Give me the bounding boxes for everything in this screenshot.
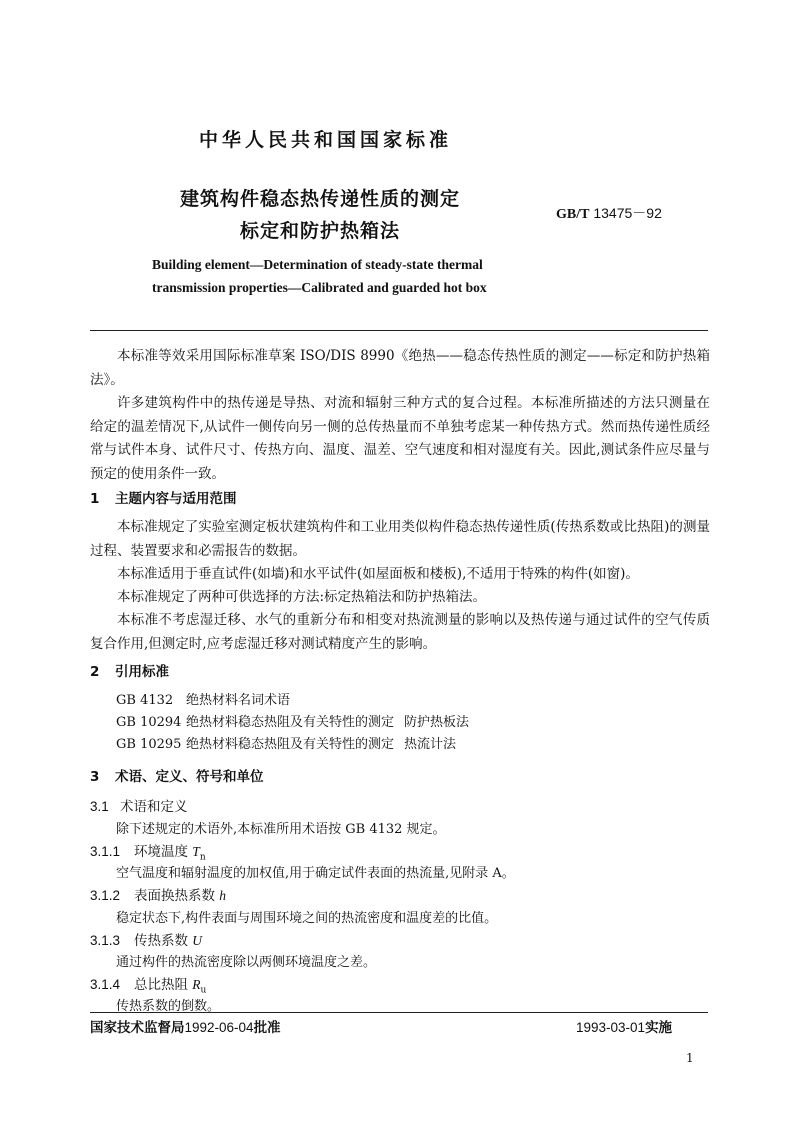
section-1-paragraph-4: 本标准不考虑湿迁移、水气的重新分布和相变对热流测量的影响以及热传递与通过试件的空气传质复合作用,但测定时,应考虑湿迁移对测试精度产生的影响。 <box>90 612 710 652</box>
national-standard-heading: 中华人民共和国国家标准 <box>198 129 452 151</box>
section-1-paragraph-3: 本标准规定了两种可供选择的方法:标定热箱法和防护热箱法。 <box>117 589 487 605</box>
subsection-title: 表面换热系数 <box>134 888 215 904</box>
subsection-3-1-1-text: 空气温度和辐射温度的加权值,用于确定试件表面的热流量,见附录 A。 <box>116 866 515 881</box>
subsection-3-1-4 <box>90 973 206 996</box>
subsection-3-1-3 <box>90 929 202 949</box>
subsection-3-1-3-text: 通过构件的热流密度除以两侧环境温度之差。 <box>116 955 377 970</box>
symbol: U <box>192 933 203 948</box>
reference-method: 防护热板法 <box>404 715 470 730</box>
section-3-title: 术语、定义、符号和单位 <box>115 769 264 785</box>
reference-code: GB 10294 <box>116 715 182 730</box>
effective-label: 实施 <box>645 1020 673 1036</box>
effective-line <box>576 1016 672 1036</box>
reference-item <box>116 689 290 708</box>
title-en-line2: transmission properties—Calibrated and guarded hot box <box>152 280 487 295</box>
symbol: T <box>192 844 200 859</box>
subsection-3-1 <box>90 795 188 815</box>
standard-code <box>556 203 662 223</box>
section-2-heading <box>90 660 169 680</box>
effective-date: 1993-03-01 <box>576 1020 646 1035</box>
footer-divider <box>90 1012 708 1013</box>
section-1-paragraph-2: 本标准适用于垂直试件(如墙)和水平试件(如屋面板和楼板),不适用于特殊的构件(如窗)。 <box>117 566 639 582</box>
intro-paragraph-1: 本标准等效采用国际标准草案 ISO/DIS 8990《绝热——稳态传热性质的测定——标定和防护热箱法》。 <box>90 348 710 388</box>
approve-date: 1992-06-04 <box>184 1020 254 1035</box>
subsection-number: 3.1.3 <box>90 933 121 948</box>
approve-label: 批准 <box>253 1020 281 1036</box>
subsection-number: 3.1.2 <box>90 888 121 903</box>
subsection-number: 3.1.1 <box>90 844 121 859</box>
section-1-paragraph-1: 本标准规定了实验室测定板状建筑构件和工业用类似构件稳态热传递性质(传热系数或比热阻)的测量过程、装置要求和必需报告的数据。 <box>90 519 710 559</box>
subsection-3-1-4-text: 传热系数的倒数。 <box>116 999 221 1014</box>
intro-paragraph-2: 许多建筑构件中的热传递是导热、对流和辐射三种方式的复合过程。本标准所描述的方法只测量在给定的温差情况下,从试件一侧传向另一侧的总传热量而不单独考虑某一种传热方式。然而热传递性质经常与试件本身、试件尺寸、传热方向、温度、温差、空气速度和相对湿度有关。因此,测试条件应尽量与预定的使用条件一致。 <box>90 395 710 482</box>
reference-title: 绝热材料名词术语 <box>186 693 291 708</box>
title-cn-line1: 建筑构件稳态热传递性质的测定 <box>179 188 460 210</box>
section-1-number: 1 <box>90 491 100 507</box>
issuer: 国家技术监督局 <box>90 1020 185 1036</box>
standard-prefix: GB/T <box>556 207 590 222</box>
reference-code: GB 4132 <box>116 693 174 708</box>
symbol: h <box>219 888 227 903</box>
subsection-title: 传热系数 <box>134 933 188 949</box>
page-number: 1 <box>686 1051 694 1065</box>
reference-item <box>116 711 469 730</box>
subsection-3-1-text: 除下述规定的术语外,本标准所用术语按 GB 4132 规定。 <box>116 822 446 837</box>
section-2-title: 引用标准 <box>115 664 169 680</box>
subsection-title: 术语和定义 <box>120 799 188 815</box>
reference-method: 热流计法 <box>404 737 457 752</box>
reference-code: GB 10295 <box>116 737 182 752</box>
section-1-title: 主题内容与适用范围 <box>115 491 237 507</box>
subsection-title: 总比热阻 <box>134 977 188 993</box>
section-1-heading <box>90 487 237 507</box>
reference-item <box>116 733 456 752</box>
standard-number: 13475－92 <box>593 205 662 221</box>
title-en-line1: Building element—Determination of steady-state thermal <box>152 257 483 272</box>
subsection-title: 环境温度 <box>134 844 188 860</box>
symbol-subscript: n <box>199 852 206 863</box>
subsection-3-1-2-text: 稳定状态下,构件表面与周围环境之间的热流密度和温度差的比值。 <box>116 911 498 926</box>
header-divider <box>90 330 708 331</box>
subsection-number: 3.1 <box>90 799 109 814</box>
title-cn-line2: 标定和防护热箱法 <box>239 220 400 242</box>
reference-title: 绝热材料稳态热阻及有关特性的测定 <box>186 715 395 730</box>
section-2-number: 2 <box>90 664 100 680</box>
reference-title: 绝热材料稳态热阻及有关特性的测定 <box>186 737 395 752</box>
subsection-3-1-1 <box>90 840 206 863</box>
subsection-number: 3.1.4 <box>90 977 121 992</box>
subsection-3-1-2 <box>90 884 226 904</box>
approval-line <box>90 1016 281 1036</box>
section-3-heading <box>90 765 264 785</box>
symbol-subscript: u <box>200 985 207 996</box>
symbol: R <box>192 977 201 992</box>
section-3-number: 3 <box>90 769 100 785</box>
